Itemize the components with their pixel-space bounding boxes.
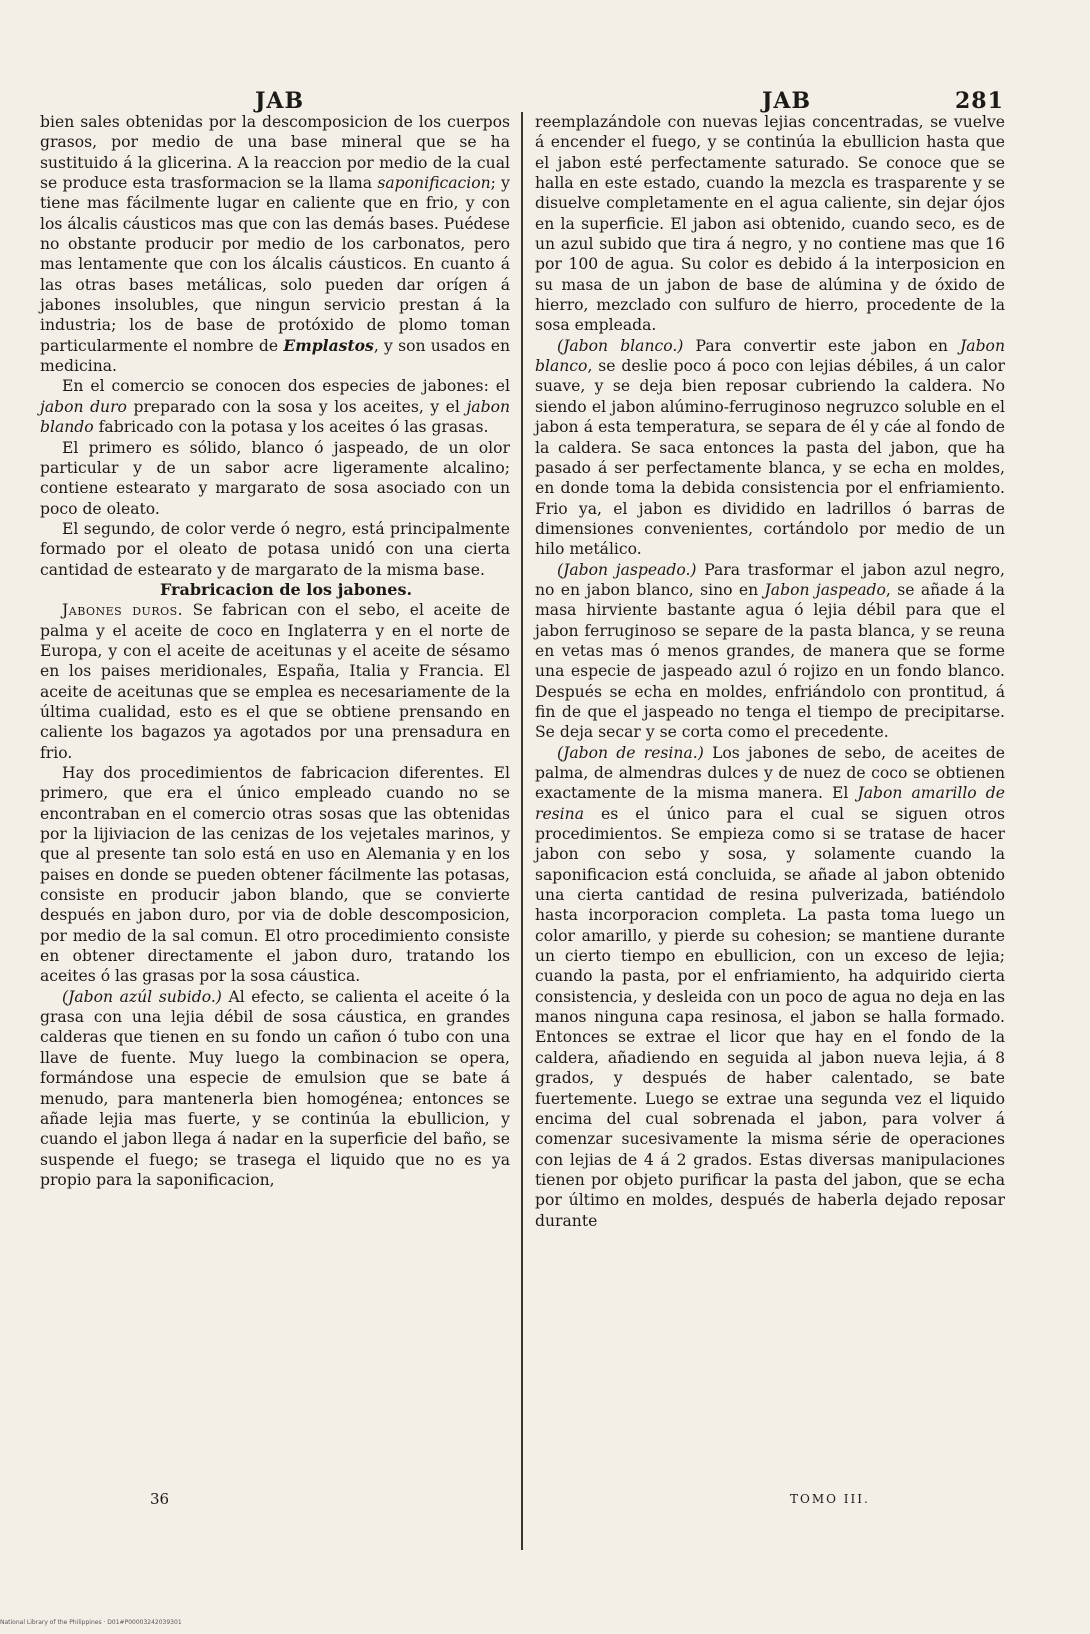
section-title: Frabricacion de los jabones.	[159, 579, 413, 599]
column-divider	[521, 112, 523, 1550]
right-column	[535, 112, 1005, 1231]
signature-mark: 36	[150, 1490, 170, 1508]
paragraph: El primero es sólido, blanco ó jaspeado, de un olor particular y de un sabor acre ligeramente alcalino; contiene estearato y margarato de sosa asociado con un poco de oleato.	[40, 438, 510, 518]
paragraph: (Jabon jaspeado.) Para trasformar el jabon azul negro, no en jabon blanco, sino en Jabon jaspeado, se añade á la masa hirviente bastante agua ó lejia débil para que el jabon ferruginoso se separe de la pasta blanca, y se reuna en vetas mas ó menos grandes, de manera que se forme una especie de jaspeado azul ó rojizo en un fondo blanco. Después se echa en moldes, enfriándolo con prontitud, á fin de que el jaspeado no tenga el tiempo de precipitarse. Se deja secar y se corta como el precedente.	[535, 560, 1005, 742]
paragraph: Jabones duros. Se fabrican con el sebo, el aceite de palma y el aceite de coco en Inglaterra y en el norte de Europa, y con el aceite de aceitunas y el aceite de sésamo en los paises meridionales, España, Italia y Francia. El aceite de aceitunas que se emplea es necesariamente de la última cualidad, esto es el que se obtiene prensando en caliente los bagazos ya agotados por una prensadura en frio.	[40, 601, 511, 762]
paragraph: (Jabon de resina.) Los jabones de sebo, de aceites de palma, de almendras dulces y de nuez de coco se obtienen exactamente de la misma manera. El Jabon amarillo de resina es el único para el cual se siguen otros procedimientos. Se empieza como si se tratase de hacer jabon con sebo y sosa, y solamente cuando la saponificacion está concluida, se añade al jabon obtenido una cierta cantidad de resina pulverizada, batiéndolo hasta incorporacion completa. La pasta toma luego un color amarillo, y pierde su cohesion; se mantiene durante un cierto tiempo en ebullicion, con un exceso de lejia; cuando la pasta, por el enfriamiento, ha adquirido cierta consistencia, y desleida con un poco de agua no deja en las manos ninguna capa resinosa, el jabon se halla formado. Entonces se extrae el licor que hay en el fondo de la caldera, añadiendo en seguida al jabon nueva lejia, á 8 grados, y después de haber calentado, se bate fuertemente. Luego se extrae una segunda vez el liquido encima del cual sobrenada el jabon, para volver á comenzar sucesivamente la misma série de operaciones con lejias de 4 á 2 grados. Estas diversas manipulaciones tienen por objeto purificar la pasta del jabon, que se echa por último en moldes, después de haberla dejado reposar durante	[535, 743, 1005, 1230]
paragraph: (Jabon azúl subido.) Al efecto, se calienta el aceite ó la grasa con una lejia débil de sosa cáustica, en grandes calderas que tienen en su fondo un cañon ó tubo con una llave de fuente. Muy luego la combinacion se opera, formándose una especie de emulsion que se bate á menudo, para mantenerla bien homogénea; entonces se añade lejia mas fuerte, y se continúa la ebullicion, y cuando el jabon llega á nadar en la superficie del baño, se suspende el fuego; se trasega el liquido que no es ya propio para la saponificacion,	[40, 987, 510, 1189]
page-number: 281	[955, 88, 1004, 114]
volume-mark: TOMO III.	[790, 1492, 870, 1506]
source-line: National Library of the Philippines · D01#P00003242039301	[0, 1619, 182, 1626]
paragraph: bien sales obtenidas por la descomposicion de los cuerpos grasos, por medio de una base mineral que se ha sustituido á la glicerina. A la reaccion por medio de la cual se produce esta trasformacion se la llama saponificacion; y tiene mas fácilmente lugar en caliente que en frio, y con los álcalis cáusticos mas que con las demás bases. Puédese no obstante producir por medio de los carbonatos, pero mas lentamente que con los álcalis cáusticos. En cuanto á las otras bases metálicas, solo pueden dar orígen á jabones insolubles, que ningun servicio prestan á la industria; los de base de protóxido de plomo toman particularmente el nombre de Emplastos, y son usados en medicina.	[40, 113, 511, 376]
left-column	[40, 112, 510, 1190]
paragraph: (Jabon blanco.) Para convertir este jabon en Jabon blanco, se deslie poco á poco con lejias débiles, á un calor suave, y se deja bien reposar cubriendo la caldera. No siendo el jabon alúmino-ferruginoso negruzco soluble en el jabon á esta temperatura, se separa de él y cáe al fondo de la caldera. Se saca entonces la pasta del jabon, que ha pasado á ser perfectamente blanca, y se echa en moldes, en donde toma la debida consistencia por el enfriamiento. Frio ya, el jabon es dividido en ladrillos ó barras de dimensiones convenientes, cortándolo por medio de un hilo metálico.	[535, 336, 1005, 559]
paragraph: En el comercio se conocen dos especies de jabones: el jabon duro preparado con la sosa y los aceites, y el jabon blando fabricado con la potasa y los aceites ó las grasas.	[40, 377, 510, 437]
paragraph: El segundo, de color verde ó negro, está principalmente formado por el oleato de potasa unidó con una cierta cantidad de estearato y de margarato de la misma base.	[40, 519, 510, 579]
running-head-right: JAB	[762, 88, 812, 114]
running-head-left: JAB	[255, 88, 305, 114]
paragraph: reemplazándole con nuevas lejias concentradas, se vuelve á encender el fuego, y se continúa la ebullicion hasta que el jabon esté perfectamente saturado. Se conoce que se halla en este estado, cuando la mezcla es trasparente y se disuelve completamente en el agua caliente, sin dejar ójos en la superficie. El jabon asi obtenido, cuando seco, es de un azul subido que tira á negro, y no contiene mas que 16 por 100 de agua. Su color es debido á la interposicion en su masa de un jabon de base de alúmina y de óxido de hierro, mezclado con sulfuro de hierro, procedente de la sosa empleada.	[535, 113, 1005, 335]
paragraph: Hay dos procedimientos de fabricacion diferentes. El primero, que era el único empleado cuando no se encontraban en el comercio otras sosas que las obtenidas por la lijiviacion de las cenizas de los vejetales marinos, y que al presente tan solo está en uso en Alemania y en los paises en donde se pueden obtener fácilmente las potasas, consiste en producir jabon blando, que se convierte después en jabon duro, por via de doble descomposicion, por medio de la sal comun. El otro procedimiento consiste en obtener directamente el jabon duro, tratando los aceites ó las grasas por la sosa cáustica.	[40, 764, 510, 986]
